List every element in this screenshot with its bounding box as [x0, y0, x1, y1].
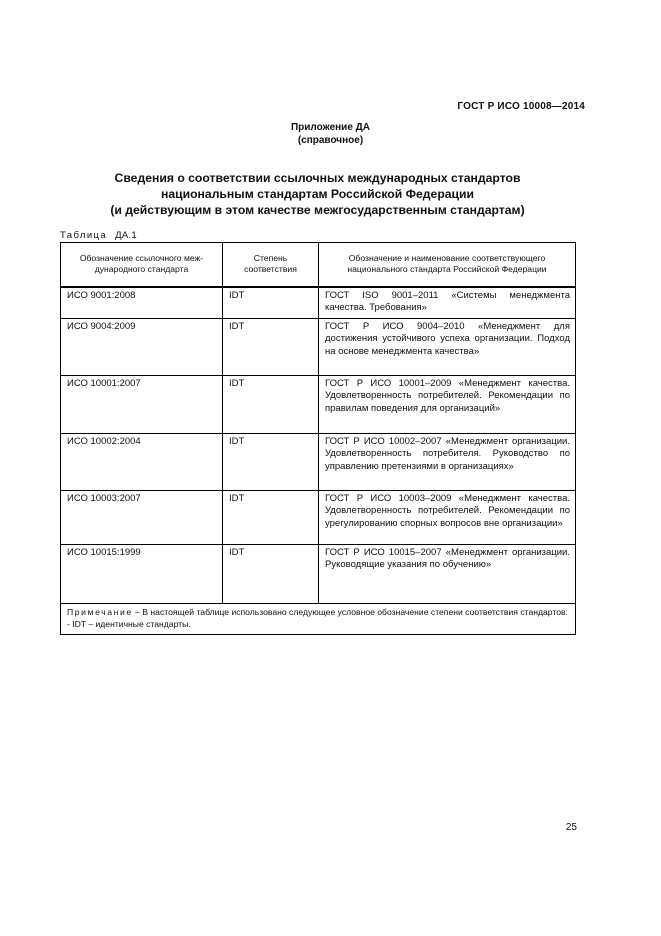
national-cell: ГОСТ Р ИСО 10002–2007 «Менеджмент организации. Удовлетворенность потребителя. Руководство по управлению претензиями в организациях» — [319, 433, 576, 490]
table-note — [61, 603, 576, 634]
ref-cell: ИСО 10002:2004 — [61, 433, 223, 490]
table-note-row — [61, 603, 576, 634]
appendix-subtitle: (справочное) — [297, 135, 364, 146]
page-number: 25 — [565, 822, 577, 833]
table-row — [61, 490, 576, 544]
table-row — [61, 433, 576, 490]
national-cell: ГОСТ Р ИСО 9004–2010 «Менеджмент для достижения устойчивого успеха организации. Подход на основе менеджмента качества» — [319, 318, 576, 375]
document-id: ГОСТ Р ИСО 10008—2014 — [457, 101, 585, 112]
degree-cell: IDT — [223, 318, 319, 375]
table-row — [61, 375, 576, 433]
ref-cell: ИСО 10015:1999 — [61, 544, 223, 603]
note-item: - IDT – идентичные стандарты. — [67, 619, 191, 629]
table-header-row — [61, 243, 576, 287]
table-row — [61, 287, 576, 319]
title-line-3: (и действующим в этом качестве межгосударственным стандартам) — [110, 203, 525, 217]
note-text: – В настоящей таблице использовано следующее условное обозначение степени соответствия стандартов: — [132, 606, 568, 617]
table-caption-number: ДА.1 — [115, 230, 138, 241]
table-row — [61, 544, 576, 603]
section-title — [60, 170, 575, 218]
appendix-heading — [0, 121, 661, 147]
degree-cell: IDT — [223, 490, 319, 544]
ref-cell: ИСО 9004:2009 — [61, 318, 223, 375]
note-label: Примечание — [67, 606, 133, 617]
table-row — [61, 318, 576, 375]
national-cell: ГОСТ Р ИСО 10001–2009 «Менеджмент качества. Удовлетворенность потребителей. Рекомендации по правилам поведения для организаций» — [319, 375, 576, 433]
national-cell: ГОСТ Р ИСО 10015–2007 «Менеджмент организации. Руководящие указания по обучению» — [319, 544, 576, 603]
degree-cell: IDT — [223, 375, 319, 433]
appendix-title: Приложение ДА — [290, 122, 371, 133]
title-line-1: Сведения о соответствии ссылочных международных стандартов — [114, 171, 521, 185]
title-line-2: национальным стандартам Российской Федерации — [160, 187, 475, 201]
correspondence-table — [60, 242, 576, 635]
degree-cell: IDT — [223, 287, 319, 319]
degree-cell: IDT — [223, 544, 319, 603]
national-cell: ГОСТ Р ИСО 10003–2009 «Менеджмент качества. Удовлетворенность потребителей. Рекомендации по урегулированию спорных вопросов вне организации» — [319, 490, 576, 544]
national-cell: ГОСТ ISO 9001–2011 «Системы менеджмента качества. Требования» — [319, 287, 576, 319]
header-ref-standard: Обозначение ссылочного меж-дународного стандарта — [61, 243, 223, 287]
degree-cell: IDT — [223, 433, 319, 490]
table-caption — [60, 230, 137, 241]
ref-cell: ИСО 9001:2008 — [61, 287, 223, 319]
header-degree: Степень соответствия — [223, 243, 319, 287]
table-caption-label: Таблица — [60, 230, 108, 241]
ref-cell: ИСО 10001:2007 — [61, 375, 223, 433]
header-national-standard: Обозначение и наименование соответствующего национального стандарта Российской Федерации — [319, 243, 576, 287]
ref-cell: ИСО 10003:2007 — [61, 490, 223, 544]
